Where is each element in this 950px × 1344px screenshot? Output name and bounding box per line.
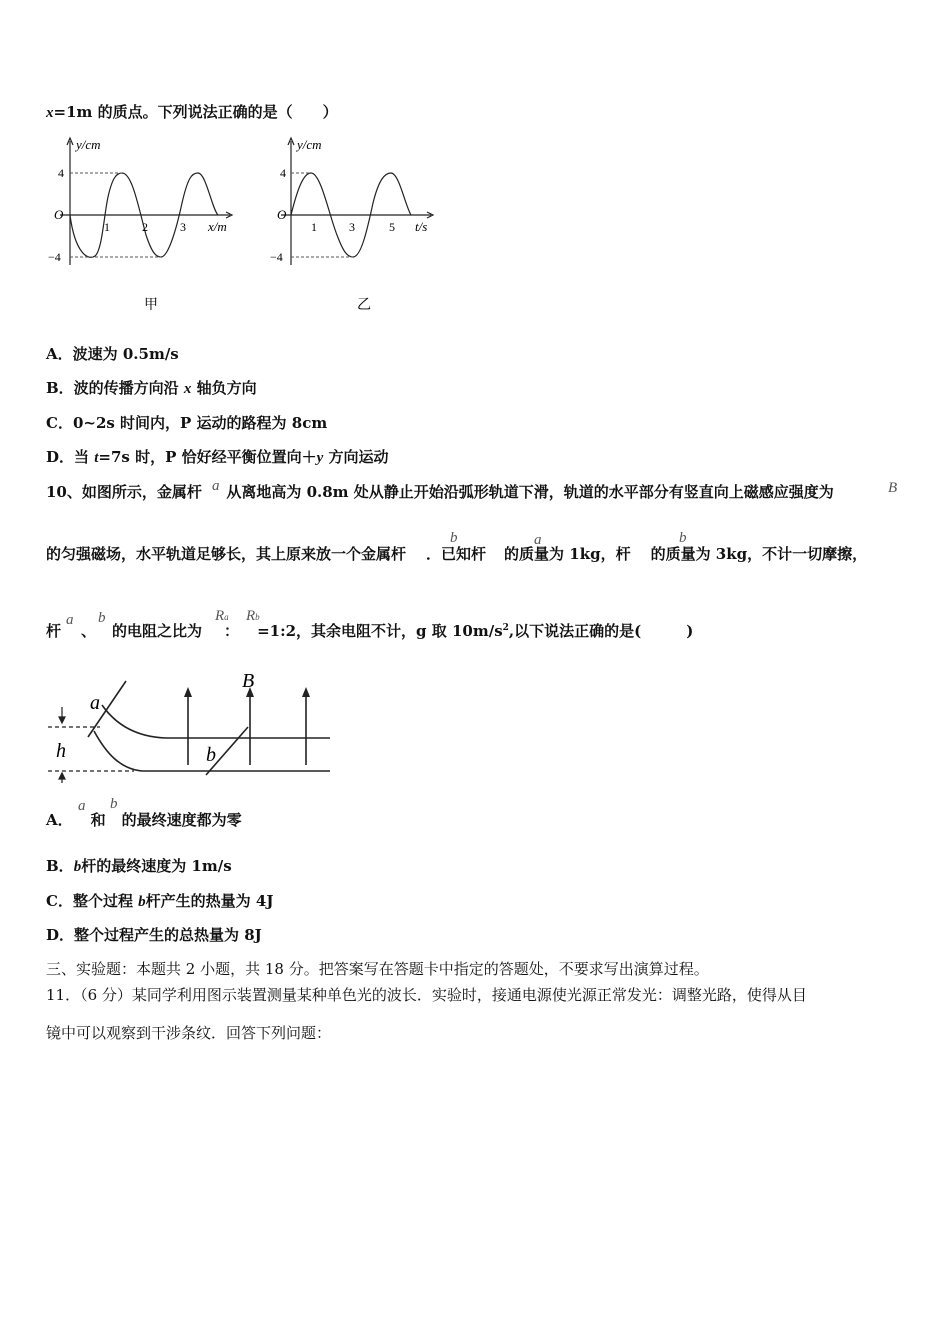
q9-option-d [46, 447, 389, 468]
q10-l3-b: 、 [81, 622, 97, 640]
q9-option-b-pre: B．波的传播方向沿 [46, 379, 184, 397]
q9-option-d-var2: y [316, 450, 324, 466]
graph-right-tick-3: 3 [349, 220, 355, 234]
q10-option-c-var: b [138, 894, 146, 910]
fig-label-B: B [242, 670, 255, 692]
graph-right-yneg: −4 [270, 250, 283, 264]
graph-right-origin: O [277, 207, 287, 222]
q10-option-a [46, 810, 242, 830]
q10-option-c-pre: C．整个过程 [46, 892, 139, 910]
q10-sym-a-2: a [534, 532, 542, 548]
graph-left-tick-1: 1 [104, 220, 110, 234]
q10-l3-f: ,以下说法正确的是( ) [508, 622, 694, 640]
q10-sym-b-1: b [450, 530, 458, 546]
q10-sym-Ra-sub: a [224, 612, 229, 622]
q10-l2-c: 的质量为 1kg，杆 [504, 545, 631, 563]
q9-intro-text: =1m 的质点。下列说法正确的是（ ） [53, 103, 338, 121]
q10-l1-pre: 10、如图所示，金属杆 [46, 483, 202, 501]
q10-opt-sym-b: b [110, 796, 118, 812]
q9-option-a: A．波速为 0.5m/s [46, 345, 179, 363]
q10-sym-Ra [215, 608, 229, 625]
q10-sym-a-3: a [66, 612, 74, 628]
graph-right-caption: 乙 [357, 298, 371, 313]
q10-l3-d: ： [224, 622, 240, 640]
q10-option-b: B．b杆的最终速度为 1m/s [46, 857, 232, 875]
q10-option-a-mid: 和 [90, 811, 106, 829]
fig-label-h: h [56, 740, 66, 762]
q10-sym-b-2: b [679, 530, 687, 546]
graph-left-origin: O [54, 207, 64, 222]
q10-sym-b-3: b [98, 610, 106, 626]
q9-option-d-mid: =7s 时，P 恰好经平衡位置向＋ [98, 448, 317, 466]
graph-left-xlabel: x/m [208, 219, 227, 234]
q9-intro-var: x [46, 105, 54, 121]
q10-sym-Ra-R: R [215, 608, 225, 624]
q10-l3-c: 的电阻之比为 [112, 622, 203, 640]
graph-left-caption: 甲 [144, 298, 158, 313]
q10-option-d: D．整个过程产生的总热量为 8J [46, 926, 262, 944]
q10-l3-sup: 2 [502, 623, 509, 633]
q10-l2-d: 的质量为 3kg，不计一切摩擦， [650, 545, 868, 563]
q10-option-a-post: 的最终速度都为零 [121, 811, 242, 829]
q10-option-a-pre: A． [46, 811, 73, 829]
graph-left-ylabel: y/cm [76, 137, 101, 152]
q9-intro [46, 102, 338, 123]
q10-sym-Rb-R: R [246, 608, 256, 624]
graph-right-tick-5: 5 [389, 220, 395, 234]
q10-line-1 [46, 482, 834, 502]
graph-right-xlabel: t/s [415, 219, 428, 234]
q10-opt-sym-a: a [78, 798, 86, 814]
q10-l3-e: =1:2，其余电阻不计，g 取 10m/s [257, 622, 503, 640]
q10-option-c-post: 杆产生的热量为 4J [145, 892, 274, 910]
q9-option-c: C．0~2s 时间内，P 运动的路程为 8cm [46, 414, 328, 432]
graph-left-ypos: 4 [58, 166, 64, 180]
fig-label-a: a [90, 692, 100, 714]
q10-l1-post: 从离地高为 0.8m 处从静止开始沿弧形轨道下滑，轨道的水平部分有竖直向上磁感应强度为 [226, 483, 834, 501]
q9-option-d-post: 方向运动 [323, 448, 389, 466]
q10-line-3 [46, 618, 693, 641]
graph-right-ylabel: y/cm [297, 137, 322, 152]
q9-option-d-var: t [94, 450, 99, 466]
fig-label-b: b [206, 744, 216, 766]
graph-left-yneg: −4 [48, 250, 61, 264]
q11-line-1: 11．（6 分）某同学利用图示装置测量某种单色光的波长．实验时，接通电源使光源正常发光：调整光路，使得从目 [46, 986, 807, 1004]
q10-option-b-post: 杆的最终速度为 1m/s [81, 857, 232, 875]
q10-l3-a: 杆 [46, 622, 62, 640]
q10-l2-b: ．已知杆 [426, 545, 487, 563]
q11-line-2: 镜中可以观察到干涉条纹．回答下列问题： [46, 1024, 332, 1042]
graph-right-tick-1: 1 [311, 220, 317, 234]
graph-left-tick-3: 3 [180, 220, 186, 234]
rail-figure [44, 665, 334, 785]
q10-sym-Rb-sub: b [255, 612, 260, 622]
q10-option-b-var: b [73, 859, 82, 875]
q9-option-d-pre: D．当 [46, 448, 95, 466]
q10-option-c [46, 891, 273, 912]
wave-graph-left [40, 135, 250, 320]
q10-l2-a: 的匀强磁场，水平轨道足够长，其上原来放一个金属杆 [46, 545, 407, 563]
q9-option-b-var: x [183, 381, 192, 397]
q9-option-b [46, 378, 257, 399]
q10-sym-B: B [888, 480, 898, 496]
q10-sym-Rb [246, 608, 260, 625]
q10-line-2 [46, 544, 867, 564]
section-3-heading: 三、实验题：本题共 2 小题，共 18 分。把答案写在答题卡中指定的答题处，不要求写出演算过程。 [46, 960, 709, 978]
graph-left-tick-2: 2 [142, 220, 148, 234]
wave-graph-right [265, 135, 445, 320]
graph-right-ypos: 4 [280, 166, 286, 180]
q9-option-b-post: 轴负方向 [191, 379, 257, 397]
q10-sym-a-1: a [212, 478, 220, 494]
